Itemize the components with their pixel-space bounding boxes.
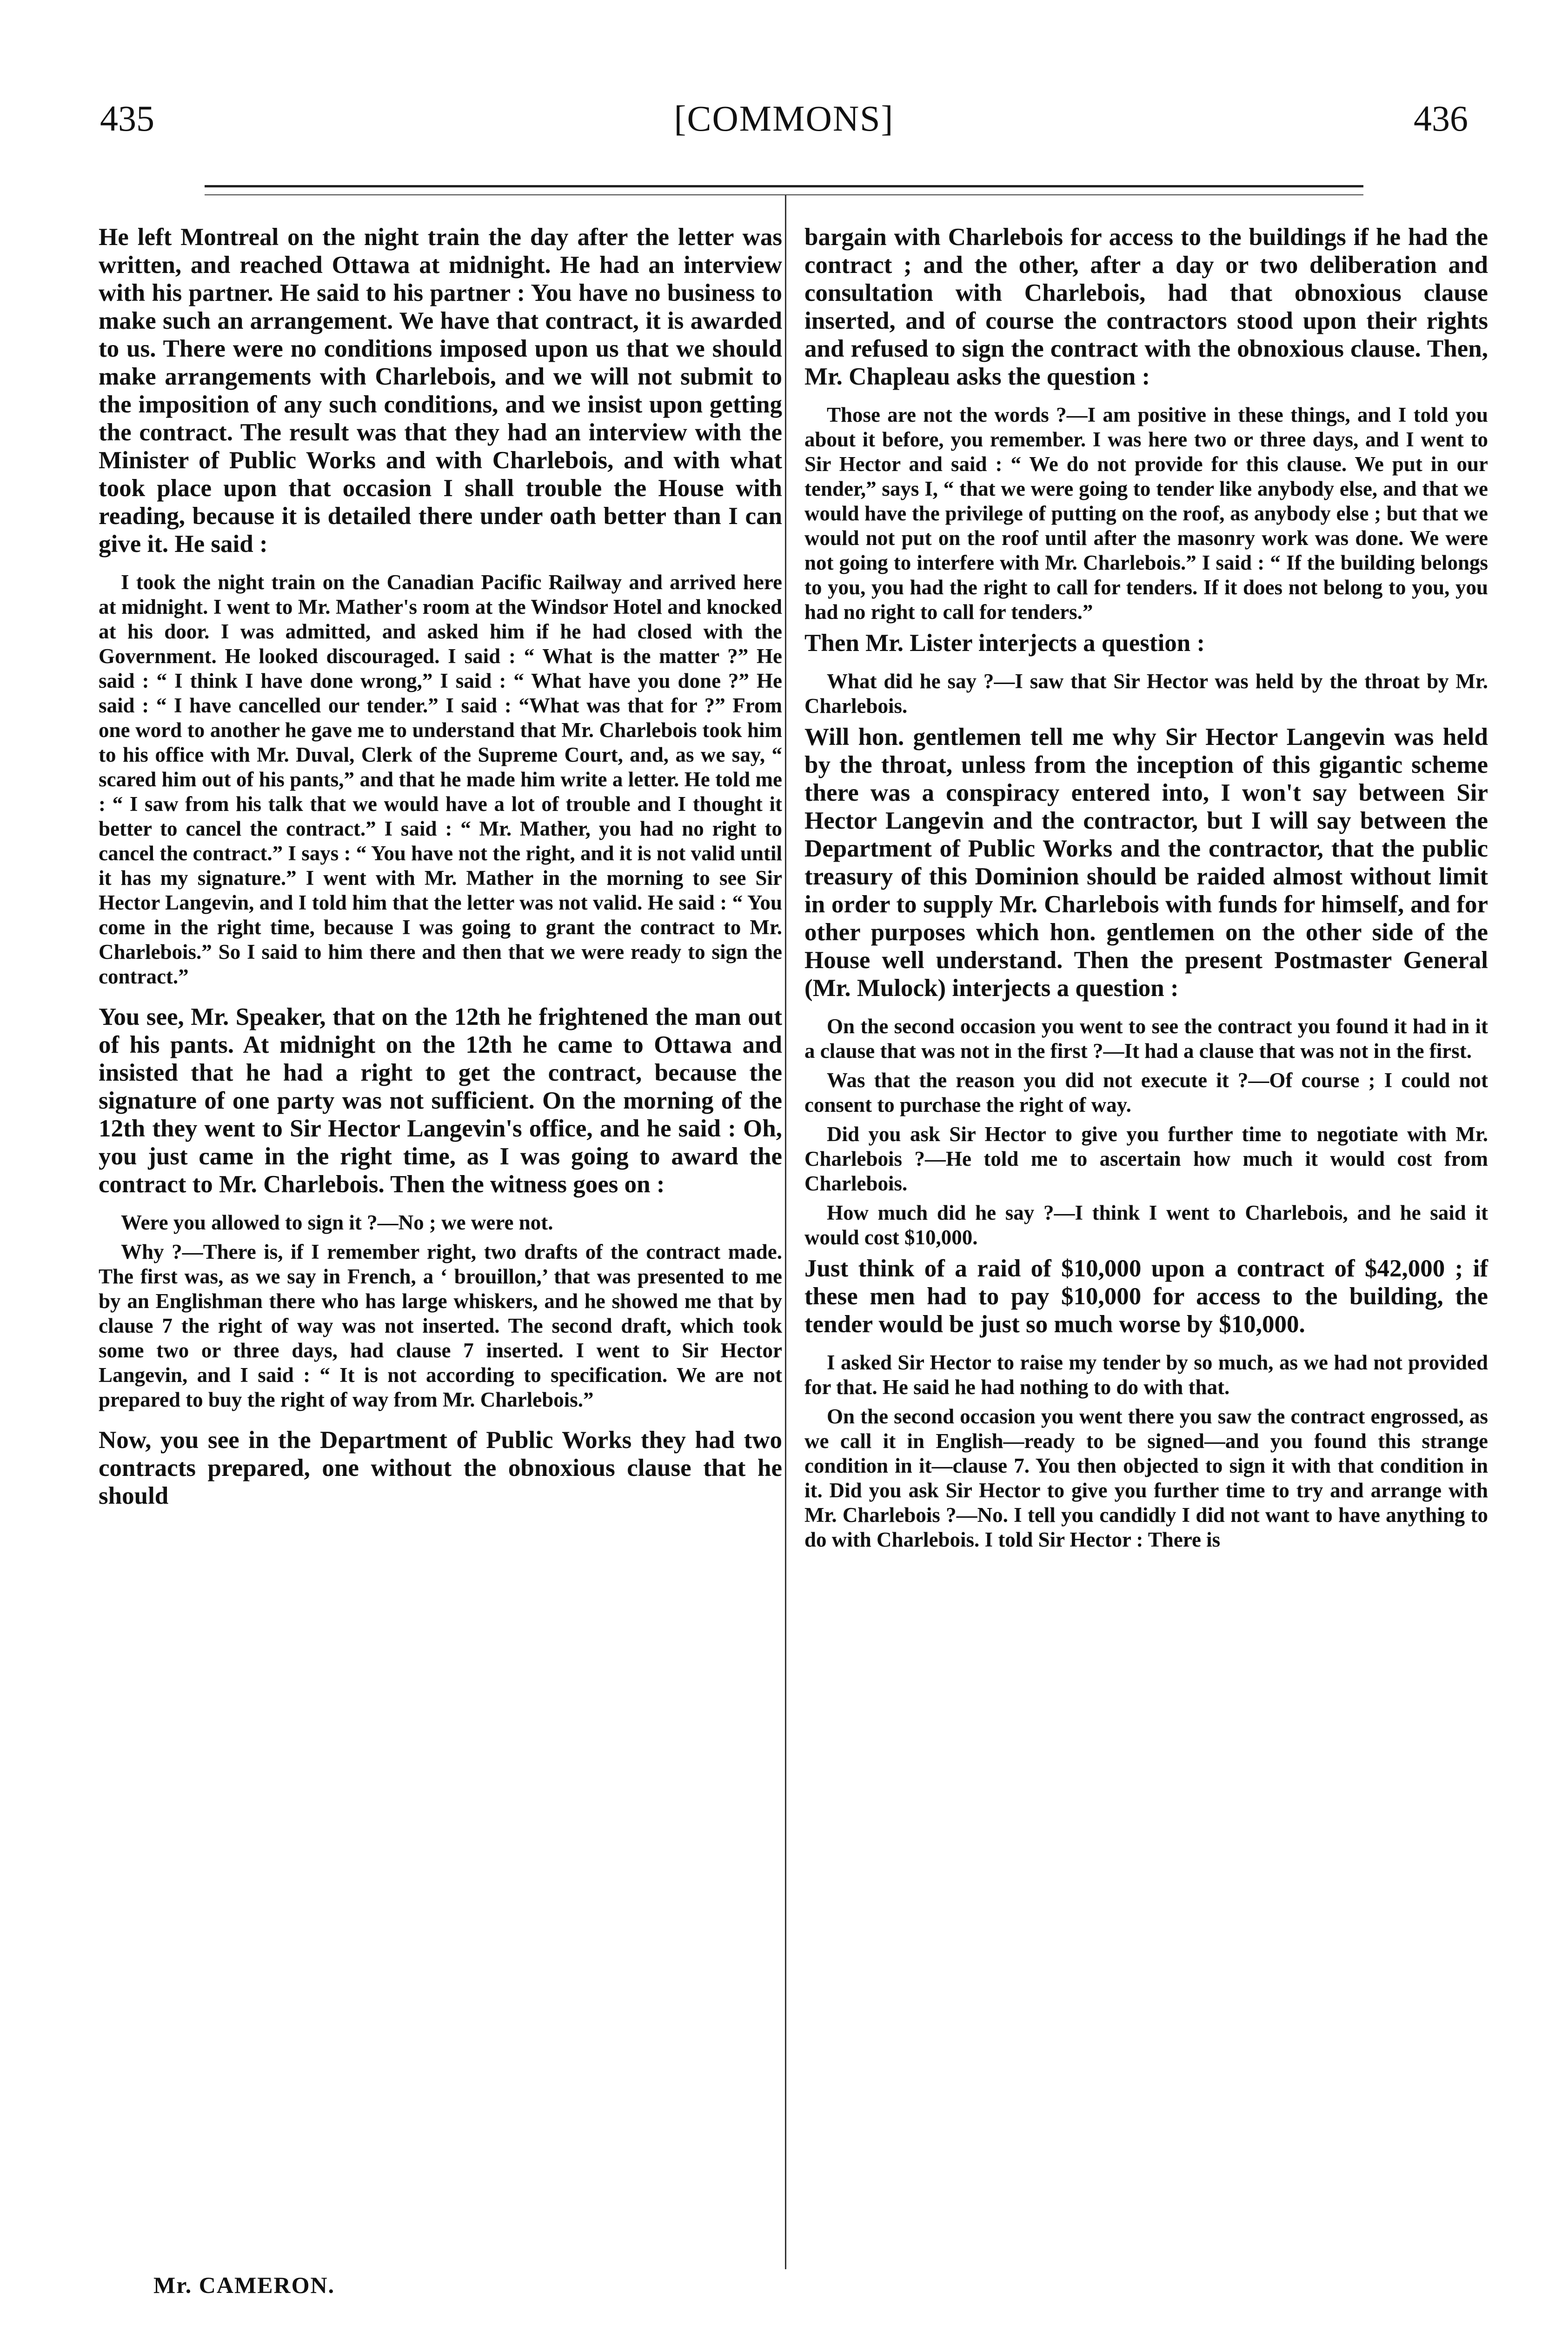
- testimony-quote: Those are not the words ?—I am positive in these things, and I told you about it before, you remember. I was here two or three days, and I went to Sir Hector and said : “ We do not provide for this clause. We put in our tender,” says I, “ that we were going to tender like anybody else, and that we would have the privilege of putting on the roof, as anybody else ; but that we would not put on the roof until after the masonry work was done. We were not going to interfere with Mr. Charlebois.” I said : “ If the building belongs to you, you had the right to call for tenders. If it does not belong to you, you had no right to call for tenders.”: [804, 403, 1488, 624]
- header-rule-thin: [205, 194, 1363, 195]
- testimony-quote: On the second occasion you went to see the contract you found it had in it a clause that was not in the first ?—It had a clause that was not in the first.: [804, 1015, 1488, 1063]
- left-column: [99, 223, 782, 1522]
- testimony-quote: Did you ask Sir Hector to give you further time to negotiate with Mr. Charlebois ?—He told me to ascertain how much it would cost from Charlebois.: [804, 1123, 1488, 1195]
- testimony-quote: On the second occasion you went there you saw the contract engrossed, as we call it in English—ready to be signed—and you found this strange condition in it—clause 7. You then objected to sign it with that condition in it. Did you ask Sir Hector to give you further time to try and arrange with Mr. Charlebois ?—No. I tell you candidly I did not want to have anything to do with Charlebois. I told Sir Hector : There is: [804, 1405, 1488, 1551]
- running-title: [COMMONS]: [674, 98, 894, 139]
- testimony-quote: Was that the reason you did not execute it ?—Of course ; I could not consent to purchase the right of way.: [804, 1069, 1488, 1116]
- testimony-quote: How much did he say ?—I think I went to Charlebois, and he said it would cost $10,000.: [804, 1201, 1488, 1249]
- testimony-quote: Why ?—There is, if I remember right, two drafts of the contract made. The first was, as we say in French, a ‘ brouillon,’ that was presented to me by an Englishman there who has large whiskers, and he showed me that by clause 7 the right of way was not inserted. The second draft, which took some two or three days, had clause 7 inserted. I went to Sir Hector Langevin, and I said : “ It is not according to specification. We are not prepared to buy the right of way from Mr. Charlebois.”: [99, 1240, 782, 1411]
- header-rule: [205, 185, 1363, 187]
- speech-paragraph: bargain with Charlebois for access to the buildings if he had the contract ; and the other, after a day or two deliberation and consultation with Charlebois, had that obnoxious clause inserted, and of course the contractors stood upon their rights and refused to sign the contract with the obnoxious clause. Then, Mr. Chapleau asks the question :: [804, 224, 1488, 390]
- speech-paragraph: Then Mr. Lister interjects a question :: [804, 630, 1205, 657]
- right-column: [804, 223, 1488, 1557]
- speech-paragraph: He left Montreal on the night train the day after the letter was written, and reached Ottawa at midnight. He had an interview with his partner. He said to his partner : You have no business to make such an arrangement. We have that contract, it is awarded to us. There were no conditions imposed upon us that we should make arrangements with Charlebois, and we will not submit to the imposition of any such conditions, and we insist upon getting the contract. The result was that they had an interview with the Minister of Public Works and with Charlebois, and with what took place upon that occasion I shall trouble the House with reading, because it is detailed there under oath better than I can give it. He said :: [99, 224, 782, 558]
- speech-paragraph: Will hon. gentlemen tell me why Sir Hector Langevin was held by the throat, unless from the inception of this gigantic scheme there was a conspiracy entered into, I won't say between Sir Hector Langevin and the contractor, but I will say between the Department of Public Works and the contractor, that the public treasury of this Dominion should be raided almost without limit in order to supply Mr. Charlebois with funds for himself, and for other purposes which hon. gentlemen on the other side of the House well understand. Then the present Postmaster General (Mr. Mulock) interjects a question :: [804, 724, 1488, 1002]
- right-page-number: 436: [1414, 98, 1468, 139]
- testimony-quote: I asked Sir Hector to raise my tender by so much, as we had not provided for that. He said he had nothing to do with that.: [804, 1351, 1488, 1399]
- testimony-quote: Were you allowed to sign it ?—No ; we were not.: [121, 1211, 553, 1234]
- page-header: [100, 98, 1468, 149]
- speech-paragraph: You see, Mr. Speaker, that on the 12th he frightened the man out of his pants. At midnight on the 12th he came to Ottawa and insisted that he had a right to get the contract, because the signature of one party was not sufficient. On the morning of the 12th they went to Sir Hector Langevin's office, and he said : Oh, you just came in the right time, as I was going to award the contract to Mr. Charlebois. Then the witness goes on :: [99, 1003, 782, 1198]
- speech-paragraph: Just think of a raid of $10,000 upon a contract of $42,000 ; if these men had to pay $10,000 for access to the building, the tender would be just so much worse by $10,000.: [804, 1255, 1488, 1338]
- testimony-quote: I took the night train on the Canadian Pacific Railway and arrived here at midnight. I went to Mr. Mather's room at the Windsor Hotel and knocked at his door. I was admitted, and asked him if he had closed with the Government. He looked discouraged. I said : “ What is the matter ?” He said : “ I think I have done wrong,” I said : “ What have you done ?” He said : “ I have cancelled our tender.” I said : “What was that for ?” From one word to another he gave me to understand that Mr. Charlebois took him to his office with Mr. Duval, Clerk of the Supreme Court, and, as we say, “ scared him out of his pants,” and that he made him write a letter. He told me : “ I saw from his talk that we would have a lot of trouble and I thought it better to cancel the contract.” I said : “ Mr. Mather, you had no right to cancel the contract.” I says : “ You have not the right, and it is not valid until it has my signature.” I went with Mr. Mather in the morning to see Sir Hector Langevin, and I told him that the letter was not valid. He said : “ You come in the right time, because I was going to grant the contract to Mr. Charlebois.” So I said to him there and then that we were ready to sign the contract.”: [99, 571, 782, 988]
- testimony-quote: What did he say ?—I saw that Sir Hector was held by the throat by Mr. Charlebois.: [804, 670, 1488, 717]
- speaker-name: Mr. CAMERON.: [153, 2272, 335, 2298]
- column-divider: [785, 195, 786, 2269]
- speech-paragraph: Now, you see in the Department of Public Works they had two contracts prepared, one without the obnoxious clause that he should: [99, 1427, 782, 1509]
- left-page-number: 435: [100, 98, 154, 139]
